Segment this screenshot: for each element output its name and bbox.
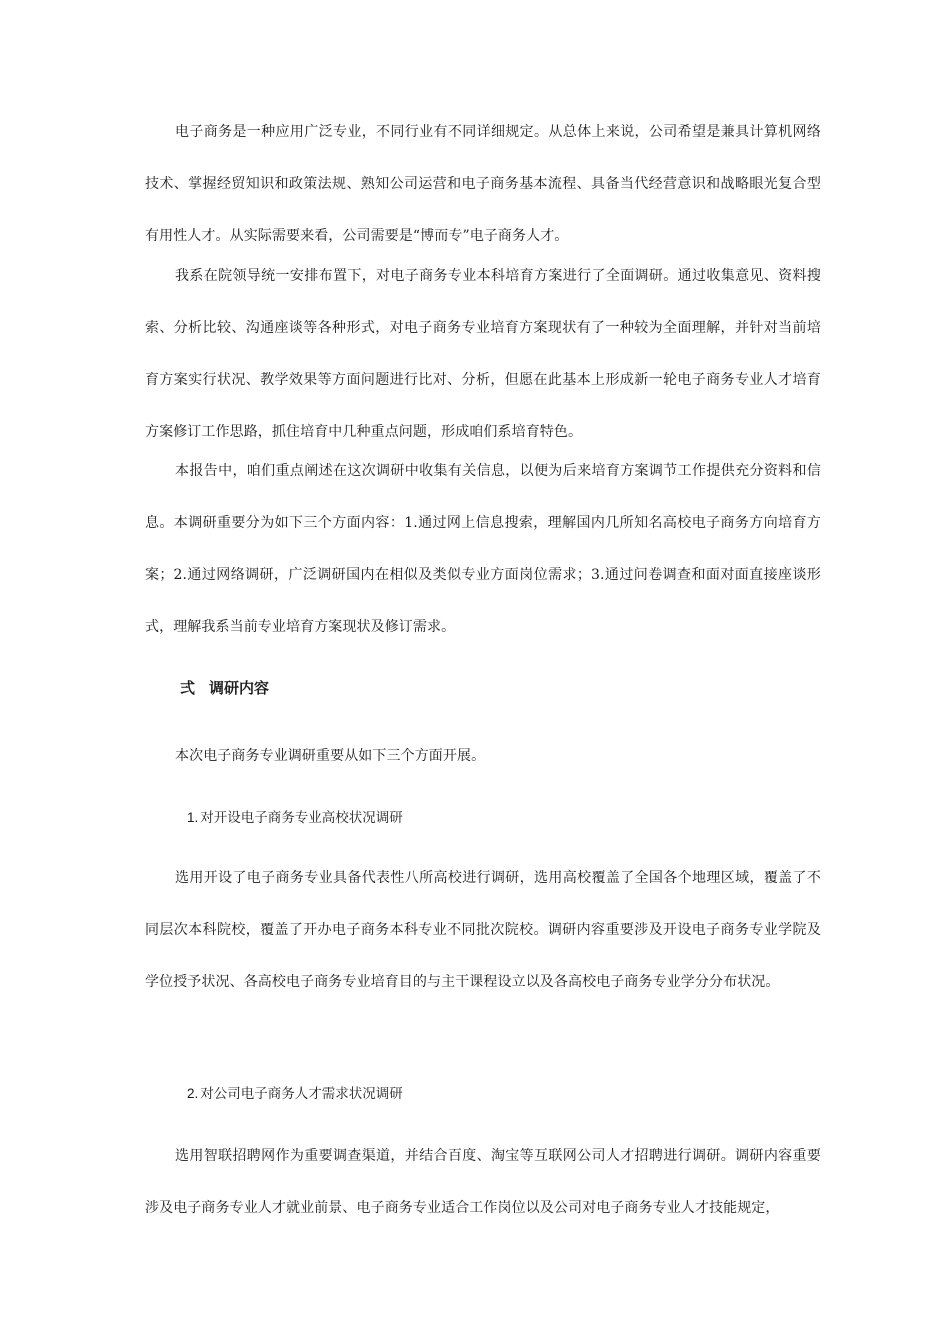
paragraph-university-survey: 选用开设了电子商务专业具备代表性八所高校进行调研，选用高校覆盖了全国各个地理区域，覆盖了不同层次本科院校，覆盖了开办电子商务本科专业不同批次院校。调研内容重要涉及开设电子商务专业学院及学位授予状况、各高校电子商务专业培育目的与主干课程设立以及各高校电子商务专业学分分布状况。 — [145, 870, 821, 990]
paragraph-company-survey: 选用智联招聘网作为重要调查渠道，并结合百度、淘宝等互联网公司人才招聘进行调研。调研内容重要涉及电子商务专业人才就业前景、电子商务专业适合工作岗位以及公司对电子商务专业人才技能规定， — [145, 1148, 821, 1216]
subsection-title: 对公司电子商务人才需求状况调研 — [200, 1086, 403, 1102]
paragraph-section-intro: 本次电子商务专业调研重要从如下三个方面开展。 — [175, 748, 486, 764]
subsection-number: 1. — [187, 810, 199, 825]
paragraph-report-overview: 本报告中，咱们重点阐述在这次调研中收集有关信息，以便为后来培育方案调节工作提供充分资料和信息。本调研重要分为如下三个方面内容：1.通过网上信息搜索，理解国内几所知名高校电子商务方向培育方案；2.通过网络调研，广泛调研国内在相似及类似专业方面岗位需求；3.通过问卷调查和面对面直接座谈形式，理解我系当前专业培育方案现状及修订需求。 — [145, 463, 821, 635]
section-number: 弍 — [180, 679, 196, 697]
section-heading — [180, 677, 269, 698]
paragraph-survey-background: 我系在院领导统一安排布置下，对电子商务专业本科培育方案进行了全面调研。通过收集意见、资料搜索、分析比较、沟通座谈等各种形式，对电子商务专业培育方案现状有了一种较为全面理解，并针对当前培育方案实行状况、教学效果等方面问题进行比对、分析，但愿在此基本上形成新一轮电子商务专业人才培育方案修订工作思路，抓住培育中几种重点问题，形成咱们系培育特色。 — [145, 268, 821, 440]
paragraph-intro: 电子商务是一种应用广泛专业，不同行业有不同详细规定。从总体上来说，公司希望是兼具计算机网络技术、掌握经贸知识和政策法规、熟知公司运营和电子商务基本流程、具备当代经营意识和战略眼光复合型有用性人才。从实际需要来看，公司需要是“博而专”电子商务人才。 — [145, 124, 821, 244]
section-title: 调研内容 — [209, 679, 270, 697]
subsection-title: 对开设电子商务专业高校状况调研 — [200, 810, 403, 826]
subsection-number: 2. — [187, 1086, 199, 1101]
subsection-heading-companies — [187, 1082, 403, 1102]
subsection-heading-universities — [187, 806, 403, 826]
